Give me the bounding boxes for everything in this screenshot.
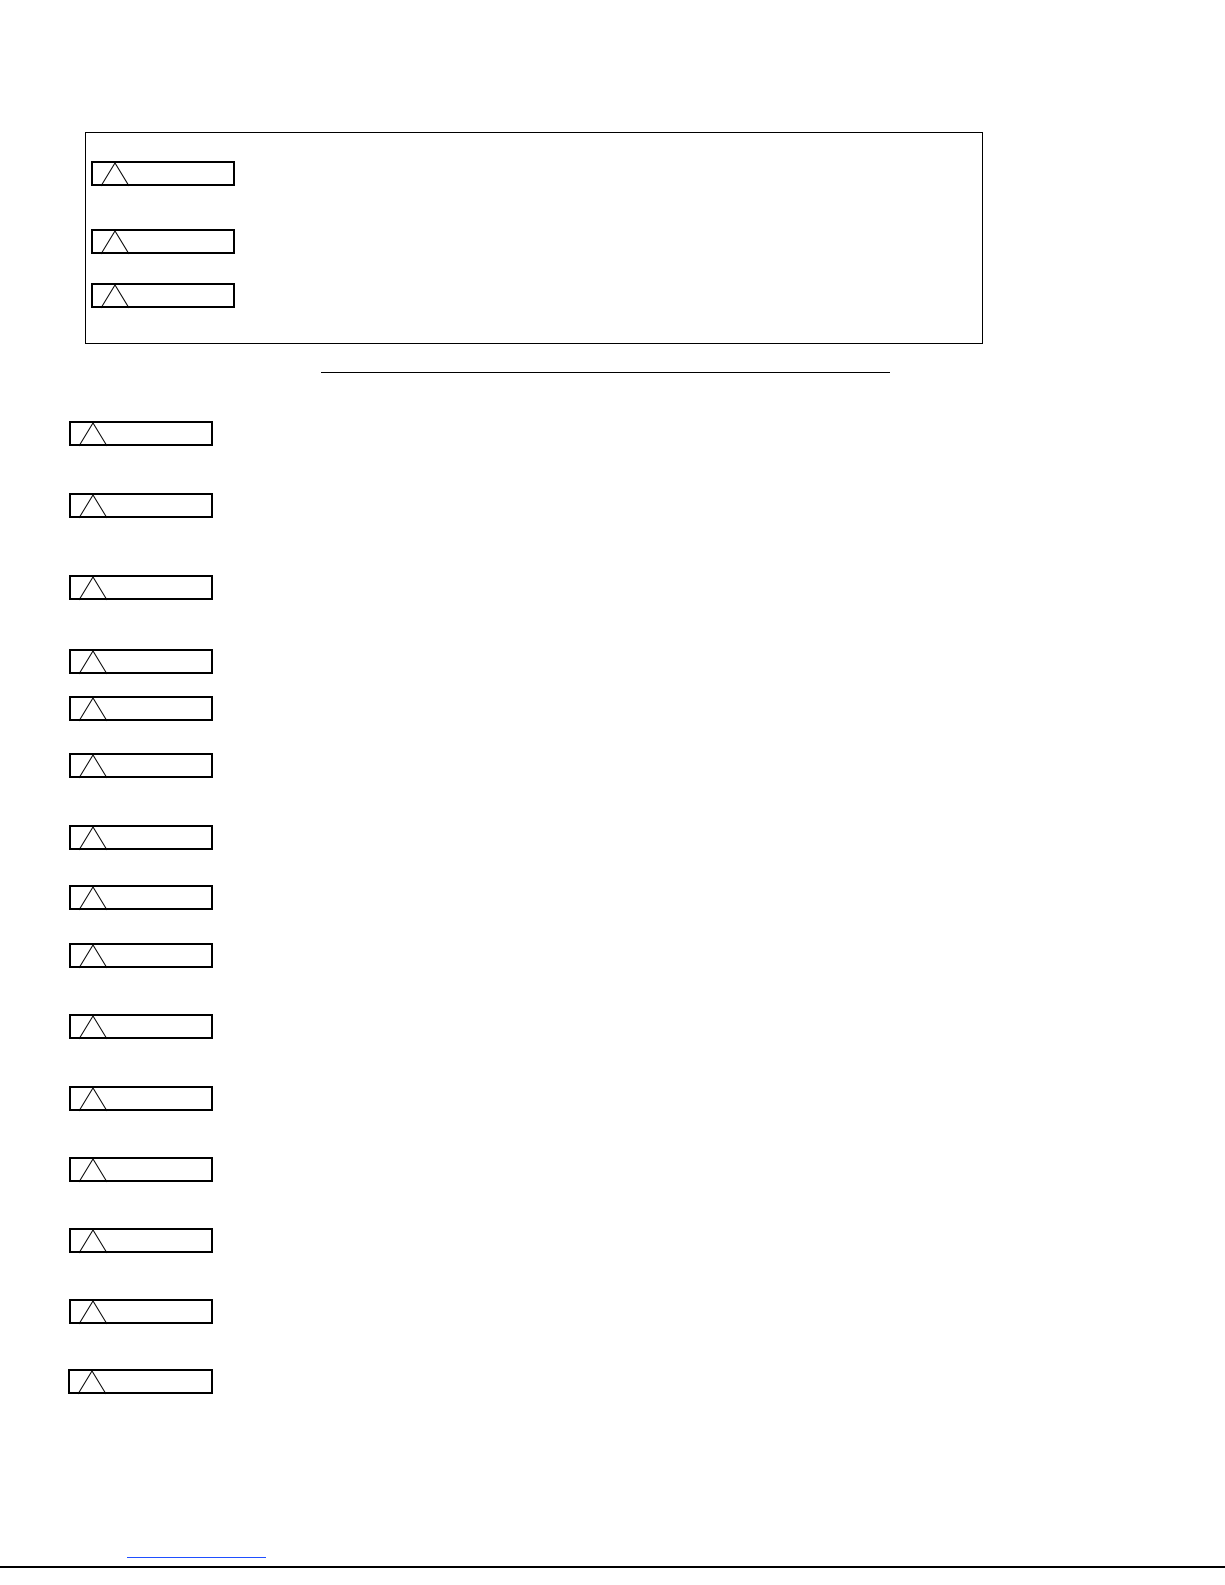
list-warning-tag-14 — [69, 1299, 213, 1324]
warning-triangle-icon — [78, 1371, 106, 1394]
warning-triangle-icon — [79, 1088, 107, 1111]
list-warning-tag-11 — [69, 1086, 213, 1111]
warning-triangle-icon — [79, 755, 107, 778]
list-warning-tag-13 — [69, 1228, 213, 1253]
warning-triangle-icon — [79, 1230, 107, 1253]
warning-triangle-icon — [79, 651, 107, 674]
warning-triangle-icon — [79, 1301, 107, 1324]
header-warning-tag-2 — [91, 229, 235, 254]
warning-triangle-icon — [79, 577, 107, 600]
list-warning-tag-4 — [69, 649, 213, 674]
list-warning-tag-10 — [69, 1014, 213, 1039]
warning-triangle-icon — [79, 698, 107, 721]
warning-triangle-icon — [101, 163, 129, 186]
list-warning-tag-12 — [69, 1157, 213, 1182]
warning-triangle-icon — [101, 285, 129, 308]
list-warning-tag-15 — [68, 1369, 213, 1394]
warning-triangle-icon — [101, 231, 129, 254]
list-warning-tag-6 — [69, 753, 213, 778]
list-warning-tag-2 — [69, 493, 213, 518]
warning-triangle-icon — [79, 887, 107, 910]
list-warning-tag-3 — [69, 575, 213, 600]
list-warning-tag-5 — [69, 696, 213, 721]
section-divider — [321, 372, 890, 373]
warning-triangle-icon — [79, 827, 107, 850]
list-warning-tag-7 — [69, 825, 213, 850]
list-warning-tag-9 — [69, 943, 213, 968]
warning-triangle-icon — [79, 1159, 107, 1182]
footer-link-underline[interactable] — [127, 1557, 266, 1558]
header-warning-tag-1 — [91, 161, 235, 186]
list-warning-tag-8 — [69, 885, 213, 910]
footer-rule — [0, 1566, 1225, 1568]
warning-triangle-icon — [79, 423, 107, 446]
warning-triangle-icon — [79, 945, 107, 968]
list-warning-tag-1 — [69, 421, 213, 446]
warning-triangle-icon — [79, 495, 107, 518]
header-warning-tag-3 — [91, 283, 235, 308]
warning-triangle-icon — [79, 1016, 107, 1039]
